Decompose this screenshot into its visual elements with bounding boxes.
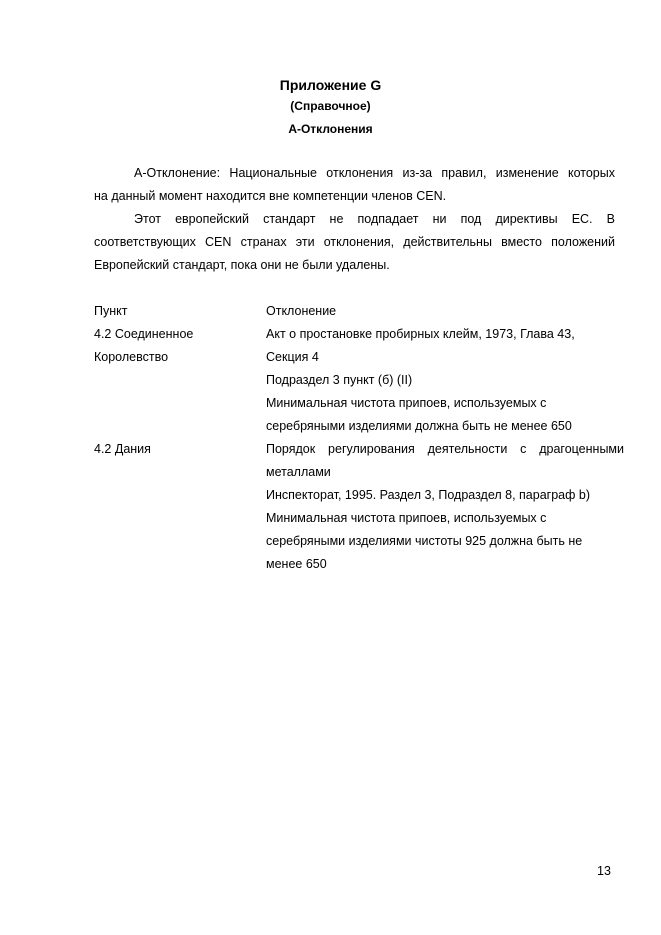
clause-cell [94, 323, 266, 438]
paragraph-line: на данный момент находится вне компетенции членов CEN. [94, 189, 447, 203]
table-row [94, 438, 624, 576]
deviation-line: Минимальная чистота припоев, используемых с [266, 396, 547, 410]
column-header-clause: Пункт [94, 304, 128, 318]
deviation-line: Минимальная чистота припоев, используемых с [266, 511, 547, 525]
deviation-line: Порядок регулирования деятельности с драгоценными [266, 442, 624, 456]
deviation-line: Подраздел 3 пункт (б) (II) [266, 373, 413, 387]
table-row [94, 323, 624, 438]
deviations-table [94, 300, 624, 576]
annex-type: (Справочное) [290, 99, 371, 113]
column-header-deviation: Отклонение [266, 304, 337, 318]
clause-line: 4.2 Дания [94, 442, 151, 456]
paragraph-line: Этот европейский стандарт не подпадает ни под директивы ЕС. В [134, 212, 615, 226]
deviation-line: серебряными изделиями должна быть не менее 650 [266, 419, 572, 433]
page-number: 13 [597, 864, 611, 878]
deviation-line: Акт о простановке пробирных клейм, 1973, Глава 43, [266, 327, 575, 341]
deviation-line: менее 650 [266, 557, 327, 571]
paragraph-line: Европейский стандарт, пока они не были удалены. [94, 258, 390, 272]
deviation-line: серебряными изделиями чистоты 925 должна быть не [266, 534, 583, 548]
paragraph-definition [94, 162, 615, 208]
paragraph-scope [94, 208, 615, 277]
deviation-line: Инспекторат, 1995. Раздел 3, Подраздел 8, параграф b) [266, 488, 590, 502]
deviation-line: Секция 4 [266, 350, 319, 364]
deviation-line: металлами [266, 465, 331, 479]
deviation-cell [266, 438, 624, 576]
annex-subtitle: А-Отклонения [288, 122, 373, 136]
deviation-cell [266, 323, 624, 438]
clause-line: Королевство [94, 350, 169, 364]
clause-line: 4.2 Соединенное [94, 327, 194, 341]
paragraph-line: соответствующих CEN странах эти отклонения, действительны вместо положений [94, 235, 615, 249]
table-header-row [94, 300, 624, 323]
paragraph-line: А-Отклонение: Национальные отклонения из-за правил, изменение которых [134, 166, 615, 180]
clause-cell [94, 438, 266, 576]
annex-title: Приложение G [279, 77, 382, 93]
